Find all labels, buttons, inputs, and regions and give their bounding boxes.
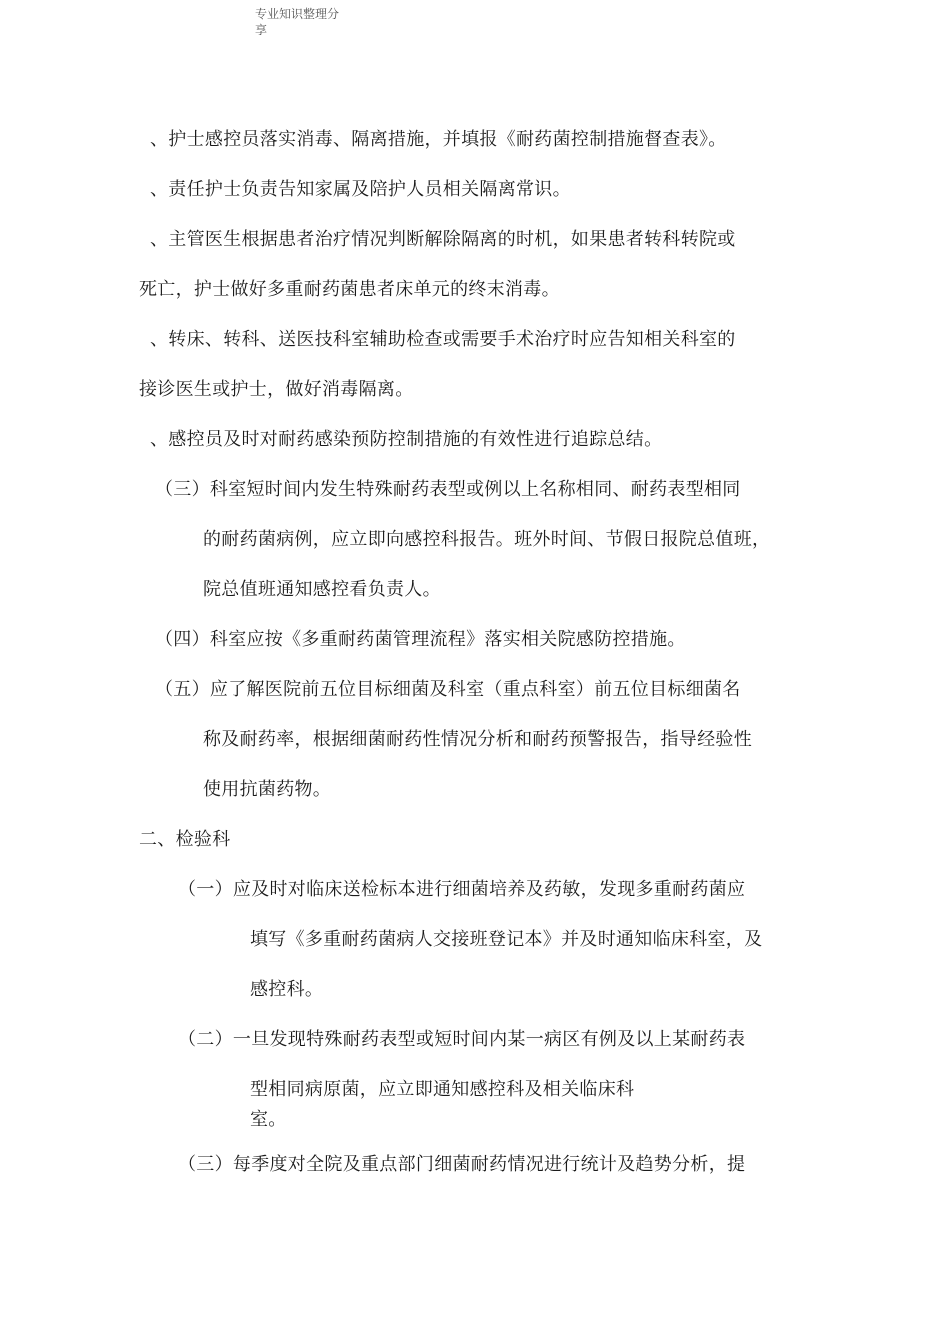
body-line-13: 称及耐药率，根据细菌耐药性情况分析和耐药预警报告，指导经验性 <box>203 729 752 750</box>
body-line-12: （五）应了解医院前五位目标细菌及科室（重点科室）前五位目标细菌名 <box>155 679 741 700</box>
body-line-3: 、主管医生根据患者治疗情况判断解除隔离的时机，如果患者转科转院或 <box>150 229 736 250</box>
body-line-11: （四）科室应按《多重耐药菌管理流程》落实相关院感防控措施。 <box>155 629 686 650</box>
body-line-14: 使用抗菌药物。 <box>203 779 332 800</box>
body-line-16: （一）应及时对临床送检标本进行细菌培养及药敏，发现多重耐药菌应 <box>178 879 746 900</box>
body-line-5: 、转床、转科、送医技科室辅助检查或需要手术治疗时应告知相关科室的 <box>150 329 736 350</box>
body-line-22: （三）每季度对全院及重点部门细菌耐药情况进行统计及趋势分析，提 <box>178 1154 746 1175</box>
page-header <box>255 6 339 38</box>
body-line-9: 的耐药菌病例，应立即向感控科报告。班外时间、节假日报院总值班， <box>203 529 771 550</box>
body-line-17: 填写《多重耐药菌病人交接班登记本》并及时通知临床科室，及 <box>250 929 763 950</box>
header-line-1: 专业知识整理分 <box>255 7 340 21</box>
body-line-21: 室。 <box>250 1109 287 1130</box>
body-line-7: 、感控员及时对耐药感染预防控制措施的有效性进行追踪总结。 <box>150 429 663 450</box>
body-line-6: 接诊医生或护士，做好消毒隔离。 <box>139 379 414 400</box>
body-line-18: 感控科。 <box>250 979 324 1000</box>
header-line-2: 享 <box>255 23 268 37</box>
body-line-1: 、护士感控员落实消毒、隔离措施，并填报《耐药菌控制措施督查表》。 <box>150 129 727 150</box>
body-line-8: （三）科室短时间内发生特殊耐药表型或例以上名称相同、耐药表型相同 <box>155 479 741 500</box>
body-line-20: 型相同病原菌，应立即通知感控科及相关临床科 <box>250 1079 635 1100</box>
body-line-4: 死亡，护士做好多重耐药菌患者床单元的终末消毒。 <box>139 279 560 300</box>
section-heading: 二、检验科 <box>139 829 231 850</box>
body-line-2: 、责任护士负责告知家属及陪护人员相关隔离常识。 <box>150 179 571 200</box>
body-line-10: 院总值班通知感控看负责人。 <box>203 579 441 600</box>
body-line-19: （二）一旦发现特殊耐药表型或短时间内某一病区有例及以上某耐药表 <box>178 1029 746 1050</box>
